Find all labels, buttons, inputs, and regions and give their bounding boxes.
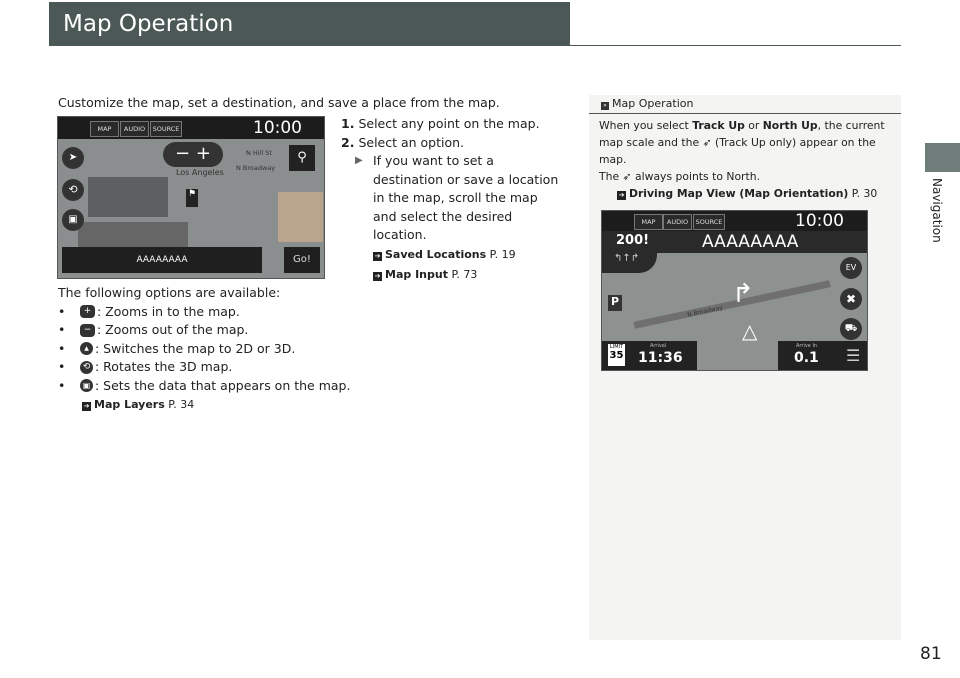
arrival-time: 11:36 <box>638 350 683 366</box>
zoom-controls: − + <box>163 142 223 167</box>
traffic-icon: ⛟ <box>840 318 862 340</box>
ref-label[interactable]: Driving Map View (Map Orientation) <box>629 187 849 200</box>
flag-pin-icon: ⚑ <box>186 189 198 207</box>
arrive-in-distance: 0.1 <box>794 350 819 366</box>
option-text: : Switches the map to 2D or 3D. <box>95 340 296 356</box>
street-bar <box>602 231 867 253</box>
zoom-out-icon: − <box>80 324 95 337</box>
cross-reference[interactable] <box>373 265 571 285</box>
reference-icon: ➔ <box>374 271 381 280</box>
search-icon: ⚲ <box>289 145 315 171</box>
rotate-icon: ⟲ <box>80 361 93 374</box>
arrow-icon: ▶ <box>355 155 363 166</box>
list-item: • ▣ : Sets the data that appears on the map. <box>58 377 350 396</box>
rotate-icon: ⟲ <box>62 179 84 201</box>
building <box>88 177 168 217</box>
arrival-label: Arrival <box>650 343 667 349</box>
paragraph: When you select Track Up or North Up, the current map scale and the ➶ (Track Up only) appear on the map. <box>599 119 885 166</box>
clock: 10:00 <box>253 118 302 138</box>
page-number: 81 <box>920 644 942 664</box>
arrive-in-label: Arrive In <box>796 343 818 349</box>
side-note-heading <box>589 96 901 114</box>
page-title: Map Operation <box>49 2 570 46</box>
options-list <box>58 284 350 415</box>
steps <box>341 115 571 285</box>
source-button: SOURCE <box>693 214 725 230</box>
top-bar <box>58 117 324 139</box>
source-button: SOURCE <box>150 121 182 137</box>
step-text: Select an option. <box>358 134 465 150</box>
go-button: Go! <box>284 247 320 273</box>
ref-label[interactable]: Map Input <box>385 267 448 281</box>
road-label: N Broadway <box>686 304 724 319</box>
cross-reference[interactable] <box>373 245 571 265</box>
substep-text: If you want to set a destination or save a location in the map, scroll the map and select the desired location. <box>373 153 559 242</box>
title-divider <box>49 45 901 46</box>
street-label: N Hill St <box>246 149 272 157</box>
step-number: 1. <box>341 116 355 131</box>
cross-reference[interactable] <box>599 185 894 202</box>
cross-reference[interactable] <box>58 395 350 415</box>
reference-icon: ➔ <box>83 402 90 410</box>
lane-guidance-icon: ↰↑↱ <box>602 253 657 273</box>
list-item: • + : Zooms in to the map. <box>58 303 350 322</box>
map-layers-icon: ▣ <box>80 379 93 392</box>
map-screenshot <box>57 116 325 279</box>
arrival-panel <box>602 341 697 370</box>
speed-limit-sign: LIMIT 35 <box>608 344 625 366</box>
address-bar: AAAAAAAA <box>62 247 262 273</box>
option-text: : Sets the data that appears on the map. <box>95 377 351 393</box>
map-layers-icon: ▣ <box>62 209 84 231</box>
turn-arrow-icon: ↱ <box>732 279 754 309</box>
street-name: AAAAAAAA <box>702 232 799 252</box>
side-note-body <box>599 117 894 202</box>
2d-3d-icon: ▲ <box>80 342 93 355</box>
driving-map-screenshot <box>601 210 868 371</box>
note-icon: » <box>601 102 609 110</box>
ev-icon: EV <box>840 257 862 279</box>
option-text: : Zooms in to the map. <box>97 303 240 319</box>
step-number: 2. <box>341 134 355 150</box>
clock: 10:00 <box>795 211 844 231</box>
city-label: Los Angeles <box>176 168 224 177</box>
option-text: : Rotates the 3D map. <box>95 359 233 374</box>
north-arrow-icon: ➶ <box>622 170 632 183</box>
list-item: • ⟲ : Rotates the 3D map. <box>58 358 350 377</box>
ref-page: P. 73 <box>451 267 478 281</box>
top-bar <box>602 211 867 231</box>
reference-icon: ➔ <box>374 251 381 260</box>
ref-label[interactable]: Saved Locations <box>385 247 487 261</box>
ref-page: P. 30 <box>851 187 878 200</box>
paragraph: The ➶ always points to North. <box>599 170 760 183</box>
option-text: : Zooms out of the map. <box>97 322 249 337</box>
cancel-route-icon: ✖ <box>840 288 862 310</box>
arrive-in-panel <box>778 341 867 370</box>
section-label: Navigation <box>930 178 944 243</box>
ref-page: P. 19 <box>489 247 516 261</box>
ref-page: P. 34 <box>168 398 195 411</box>
parking-icon: P <box>608 295 622 311</box>
menu-icon: ☰ <box>846 346 861 365</box>
step-text: Select any point on the map. <box>358 116 540 131</box>
section-tab <box>925 143 960 172</box>
audio-button: AUDIO <box>120 121 149 137</box>
ref-label[interactable]: Map Layers <box>94 398 165 411</box>
audio-button: AUDIO <box>663 214 692 230</box>
map-button: MAP <box>90 121 119 137</box>
intro-text: Customize the map, set a destination, and save a place from the map. <box>58 95 500 110</box>
map-button: MAP <box>634 214 663 230</box>
compass-icon: ➤ <box>62 147 84 169</box>
vehicle-icon: △ <box>742 319 758 343</box>
options-intro: The following options are available: <box>58 285 281 300</box>
reference-icon: ➔ <box>618 191 625 199</box>
building-3d <box>278 192 323 242</box>
turn-distance: 200! <box>616 233 650 248</box>
list-item: • − : Zooms out of the map. <box>58 321 350 340</box>
street-label: N Broadway <box>236 164 276 172</box>
heading-text: Map Operation <box>612 97 694 110</box>
list-item: • ▲ : Switches the map to 2D or 3D. <box>58 340 350 359</box>
north-arrow-icon: ➶ <box>702 136 712 149</box>
zoom-in-icon: + <box>80 305 95 318</box>
